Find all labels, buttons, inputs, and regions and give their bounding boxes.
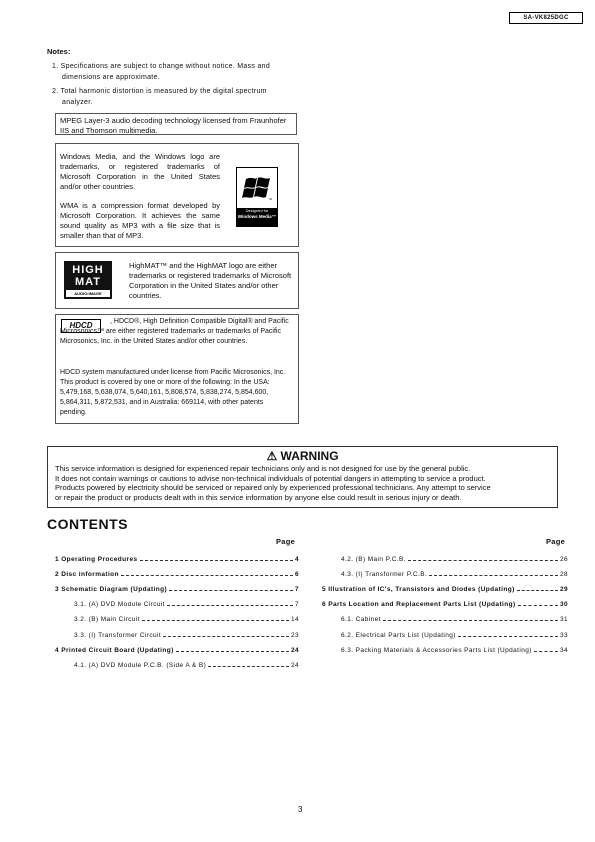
warning-line-1: This service information is designed for experienced repair technicians only and is not designed for use by the general public.	[55, 464, 471, 473]
toc-leader	[458, 636, 558, 637]
toc-entry-page: 34	[559, 646, 568, 654]
toc-entry[interactable]	[55, 569, 299, 579]
toc-entry[interactable]	[55, 554, 299, 564]
toc-entry-page: 28	[559, 570, 568, 578]
toc-entry-page: 7	[294, 585, 299, 593]
toc-leader	[167, 605, 293, 606]
toc-entry-label: 6.1. Cabinet	[341, 616, 381, 624]
toc-entry[interactable]	[341, 645, 568, 655]
toc-entry-label: 6.3. Packing Materials & Accessories Parts List (Updating)	[341, 646, 532, 654]
toc-leader	[517, 590, 558, 591]
page-header-left: Page	[276, 537, 296, 546]
toc-entry[interactable]	[341, 630, 568, 640]
note-2a: 2. Total harmonic distortion is measured by the digital spectrum	[52, 88, 267, 95]
toc-entry-label: 4.1. (A) DVD Module P.C.B. (Side A & B)	[74, 661, 207, 669]
toc-leader	[140, 560, 293, 561]
toc-entry[interactable]	[55, 645, 299, 655]
toc-entry-label: 4.3. (I) Transformer P.C.B.	[341, 570, 428, 578]
notes-title: Notes:	[47, 47, 71, 56]
toc-entry[interactable]	[74, 600, 299, 610]
toc-leader	[408, 560, 558, 561]
note-1b: dimensions are approximate.	[62, 74, 160, 81]
hdcd-logo: HDCD	[61, 319, 101, 333]
toc-entry[interactable]	[322, 600, 568, 610]
note-2b: analyzer.	[62, 99, 93, 106]
hdcd-patent-text: HDCD system manufactured under license from Pacific Microsonics, Inc. This product is covered by one or more of the following: In the USA: 5,479,168, 5,638,074, 5,640,161, 5,808,574, 5,838,274, 5,854,600, 5,864,311, 5,872,531, and in Australia: 669114, with other patents pending.	[60, 369, 286, 416]
toc-entry-page: 26	[559, 555, 568, 563]
highmat-text: HighMAT™ and the HighMAT logo are either trademarks or registered trademarks of Microsoft Corporation in the United States and/or other countries.	[129, 261, 292, 300]
toc-entry-page: 33	[559, 631, 568, 639]
toc-entry[interactable]	[74, 615, 299, 625]
toc-entry-label: 4 Printed Circuit Board (Updating)	[55, 646, 174, 654]
toc-entry[interactable]	[55, 584, 299, 594]
warning-line-2: It does not contain warnings or cautions to advise non-technical individuals of potential dangers in attempting to service a product.	[55, 473, 486, 483]
toc-entry-label: 2 Disc information	[55, 570, 119, 578]
toc-entry[interactable]	[74, 630, 299, 640]
toc-leader	[429, 575, 558, 576]
toc-entry-page: 23	[290, 631, 299, 639]
warning-box	[47, 446, 558, 508]
hdcd-trademark-text: , HDCD®, High Definition Compatible Digital® and Pacific Microsonics™ are either registered trademarks or trademarks of Pacific Microsonics, Inc. in the United States and/or other countries.	[60, 318, 289, 345]
highmat-logo	[64, 261, 112, 299]
page-number: 3	[298, 805, 303, 814]
toc-entry-page: 7	[294, 601, 299, 609]
toc-entry-label: 6.2. Electrical Parts List (Updating)	[341, 631, 456, 639]
warning-line-3: Products powered by electricity should be serviced or repaired only by experienced professional technicians. Any attempt to service	[55, 483, 491, 492]
wm-trademark-text: Windows Media, and the Windows logo are trademarks, or registered trademarks of Microsoft Corporation in the United States and/or other countries.	[60, 152, 220, 191]
toc-entry-page: 24	[290, 646, 299, 654]
toc-leader	[208, 666, 289, 667]
warning-line-4: or repair the product or products dealt with in this service information by anyone else could result in serious injury or death.	[55, 492, 462, 502]
toc-entry-label: 1 Operating Procedures	[55, 555, 138, 563]
windows-flag-icon	[237, 168, 277, 208]
toc-entry-label: 3.1. (A) DVD Module Circuit	[74, 601, 165, 609]
toc-entry-label: 4.2. (B) Main P.C.B.	[341, 555, 406, 563]
highmat-logo-mat: MAT	[74, 276, 101, 288]
warning-text	[55, 464, 555, 502]
toc-entry-page: 4	[294, 555, 299, 563]
logo-windows-media: Windows Media™	[237, 214, 277, 219]
toc-leader	[518, 605, 558, 606]
toc-entry-page: 30	[559, 601, 568, 609]
logo-designed-for: Designed for	[245, 208, 269, 213]
toc-entry-page: 29	[559, 585, 568, 593]
toc-entry[interactable]	[74, 660, 299, 670]
hdcd-notice	[55, 314, 299, 424]
toc-entry-label: 3.3. (I) Transformer Circuit	[74, 631, 162, 639]
note-1a: 1. Specifications are subject to change without notice. Mass and	[52, 63, 271, 70]
highmat-notice	[55, 252, 299, 309]
toc-leader	[169, 590, 293, 591]
toc-leader	[383, 620, 558, 621]
highmat-logo-high: HIGH	[72, 264, 104, 276]
toc-entry-page: 6	[294, 570, 299, 578]
mpeg-notice: MPEG Layer-3 audio decoding technology licensed from Fraunhofer IIS and Thomson multimedia.	[55, 113, 297, 135]
model-number: SA-VK825DGC	[509, 12, 583, 24]
toc-entry-page: 31	[559, 616, 568, 624]
toc-entry-label: 3 Schematic Diagram (Updating)	[55, 585, 168, 593]
toc-leader	[163, 636, 289, 637]
windows-media-notice	[55, 143, 299, 247]
highmat-logo-sub: AUDIO•IMAGE	[66, 290, 110, 297]
toc-entry-label: 5 Illustration of IC's, Transistors and Diodes (Updating)	[322, 585, 515, 593]
toc-entry[interactable]	[341, 554, 568, 564]
windows-media-logo	[236, 167, 278, 227]
logo-label-block	[237, 208, 277, 226]
wm-wma-text: WMA is a compression format developed by Microsoft Corporation. It achieves the same sound quality as MP3 with a file size that is smaller than that of MP3.	[60, 201, 220, 240]
toc-leader	[121, 575, 293, 576]
toc-entry-label: 3.2. (B) Main Circuit	[74, 616, 140, 624]
logo-tm: ™	[268, 197, 272, 202]
toc-entry[interactable]	[322, 584, 568, 594]
toc-entry[interactable]	[341, 615, 568, 625]
toc-entry-page: 14	[290, 616, 299, 624]
contents-title: CONTENTS	[47, 516, 128, 532]
page-header-right: Page	[546, 537, 566, 546]
toc-entry-label: 6 Parts Location and Replacement Parts List (Updating)	[322, 601, 516, 609]
toc-entry-page: 24	[290, 661, 299, 669]
toc-entry[interactable]	[341, 569, 568, 579]
toc-leader	[142, 620, 289, 621]
toc-leader	[534, 651, 558, 652]
warning-title: ⚠ WARNING	[266, 449, 339, 463]
toc-leader	[176, 651, 289, 652]
